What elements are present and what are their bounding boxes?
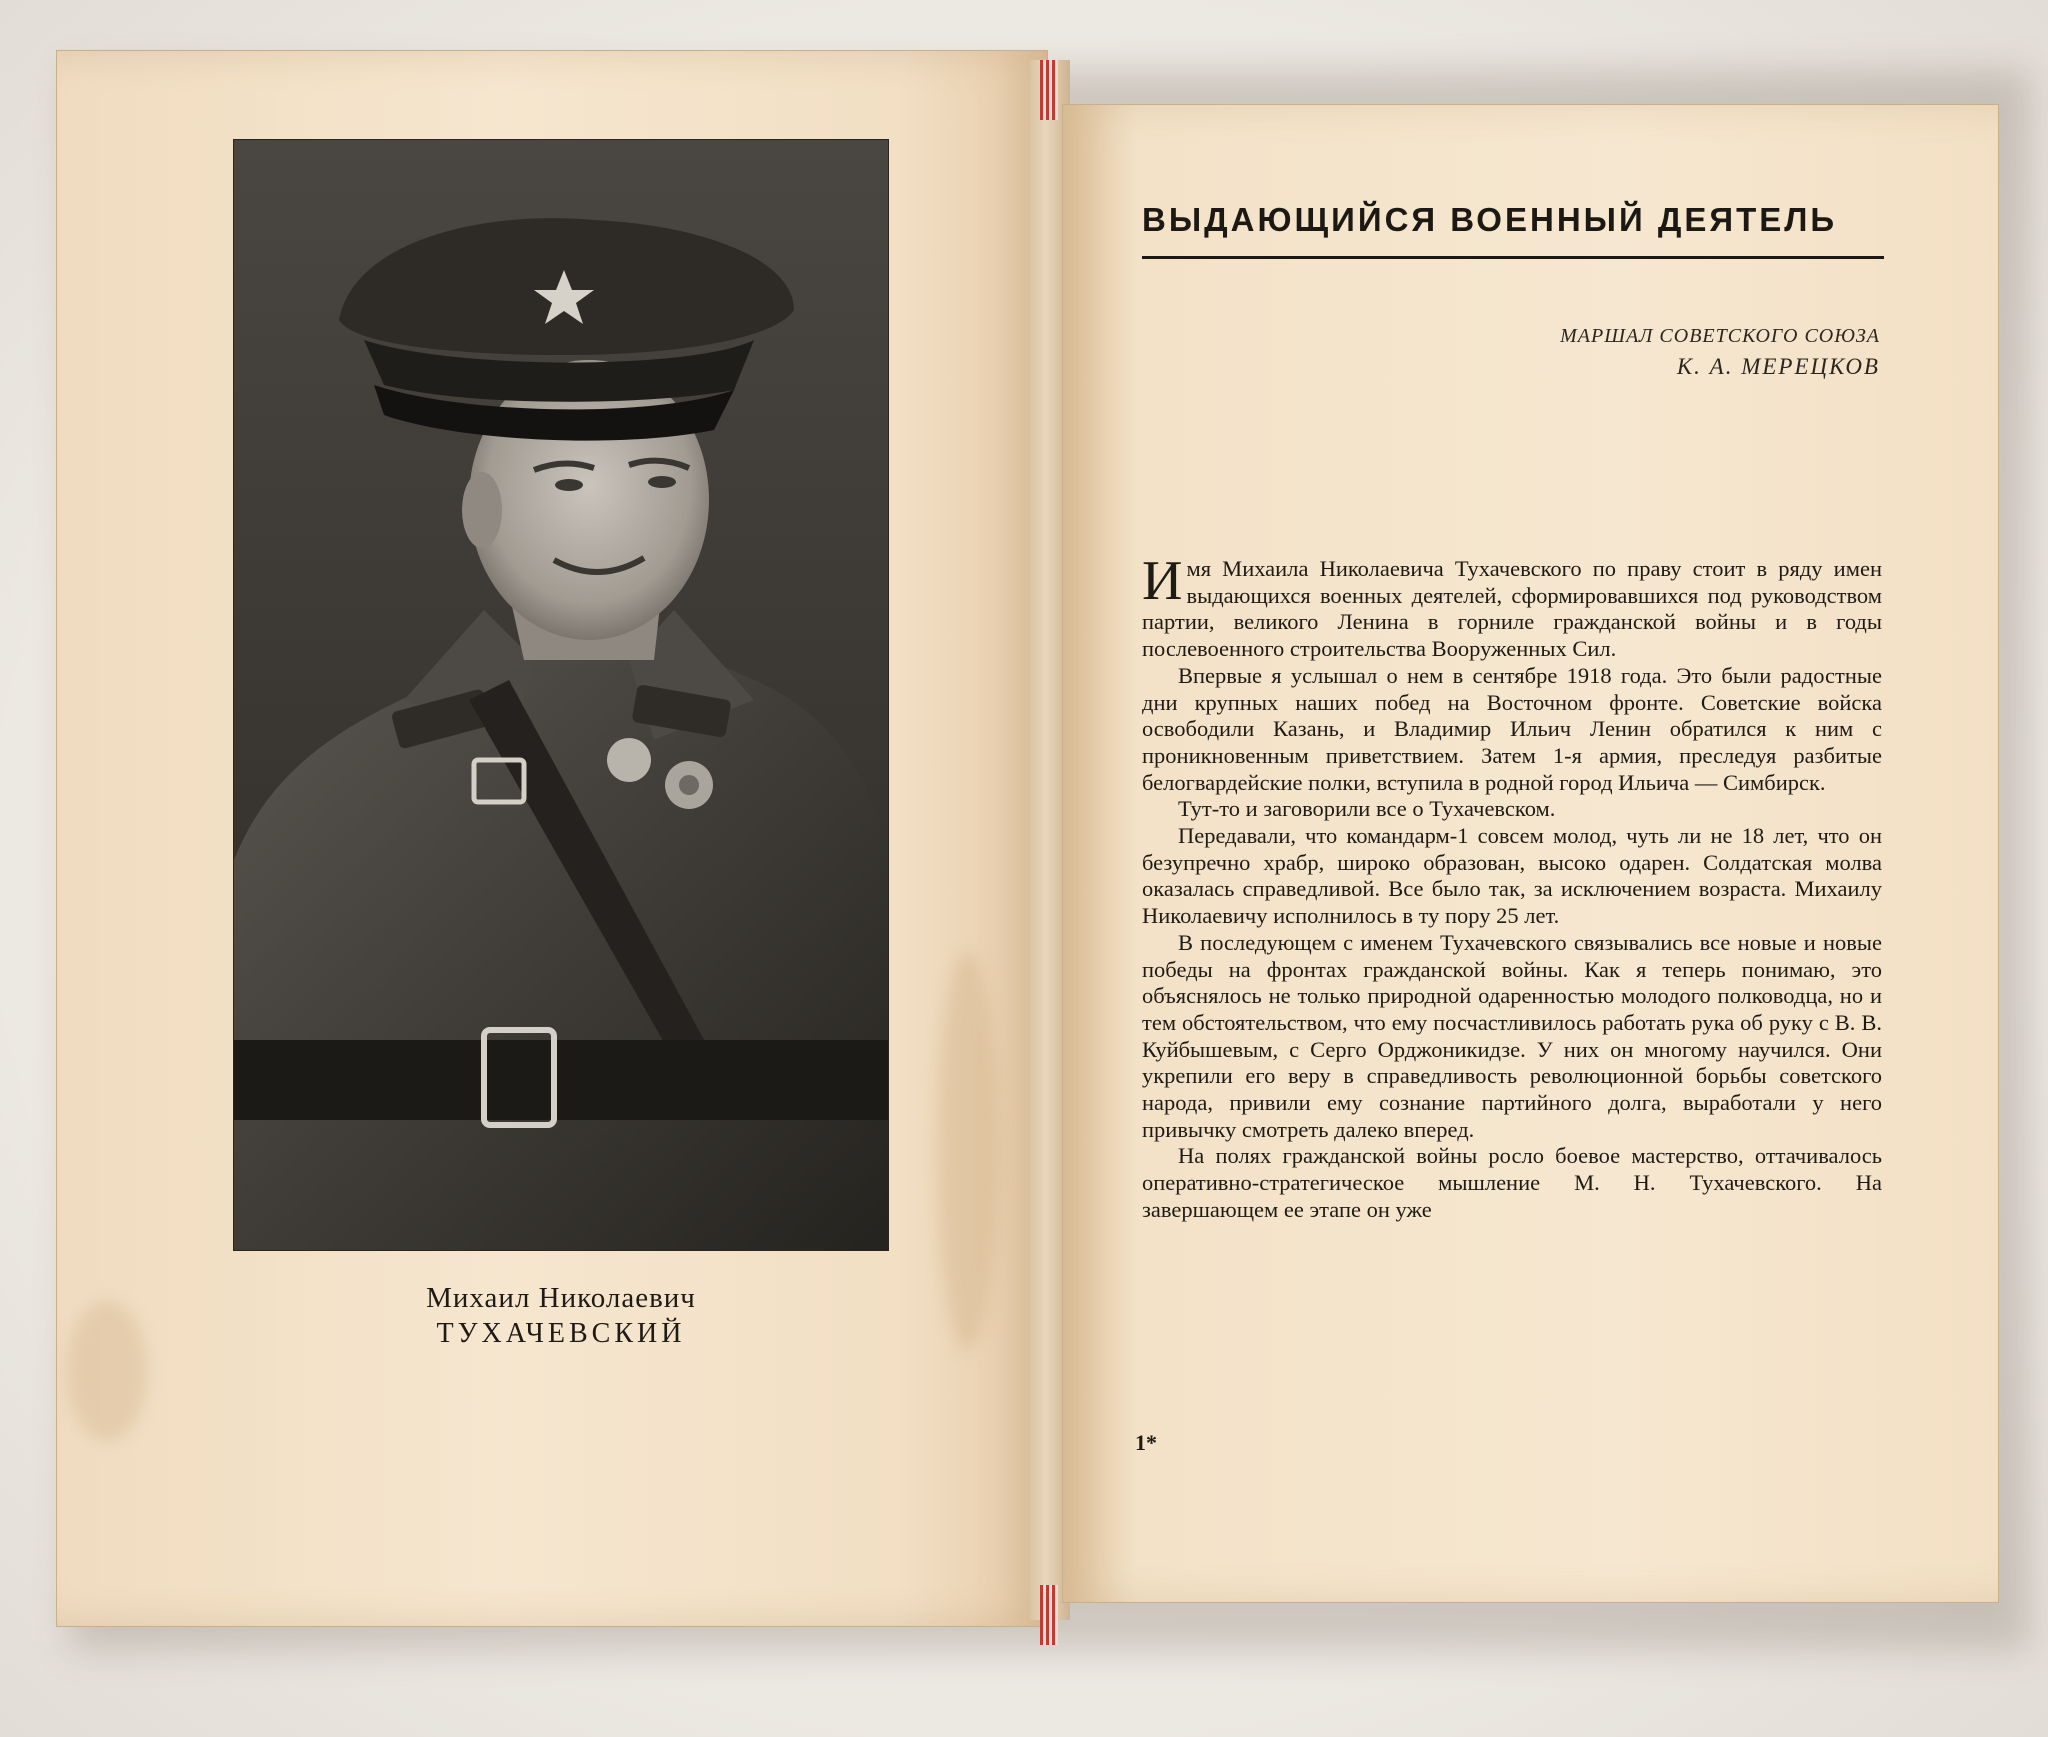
spine-thread-bottom — [1040, 1585, 1058, 1645]
paragraph — [1142, 550, 1882, 663]
paragraph-text: мя Михаила Николаевича Тухачевского по праву стоит в ряду имен выдающихся военных деятелей, сформировавшихся под руководством партии, великого Ленина в горниле гражданской войны и в годы послевоенного строительства Вооруженных Сил. — [1142, 556, 1882, 662]
author-rank: МАРШАЛ СОВЕТСКОГО СОЮЗА — [1560, 325, 1880, 347]
paper-stain — [937, 951, 997, 1351]
page-number: 1* — [1135, 1430, 1157, 1455]
spine-thread-top — [1040, 60, 1058, 120]
paragraph: Впервые я услышал о нем в сентябре 1918 года. Это были радостные дни крупных наших побед на Восточном фронте. Советские войска освободили Казань, и Владимир Ильич Ленин обратился к ним с проникновенным приветствием. Затем 1-я армия, преследуя разбитые белогвардейские полки, вступила в родной город Ильича — Симбирск. — [1142, 662, 1882, 795]
portrait-caption-name: Михаил Николаевич — [426, 1282, 696, 1314]
paragraph: На полях гражданской войны росло боевое мастерство, оттачивалось оперативно-стратегическое мышление М. Н. Тухачевского. На завершающем ее этапе он уже — [1142, 1143, 1882, 1222]
paragraph: Передавали, что командарм-1 совсем молод, чуть ли не 18 лет, что он безупречно храбр, широко образован, высоко одарен. Солдатская молва оказалась справедливой. Все было так, за исключением возраста. Михаилу Николаевичу исполнилось в ту пору 25 лет. — [1142, 823, 1882, 929]
paragraph: Тут-то и заговорили все о Тухачевском. — [1178, 796, 1556, 822]
portrait-caption-surname: ТУХАЧЕВСКИЙ — [436, 1318, 686, 1349]
paragraph: В последующем с именем Тухачевского связывались все новые и новые победы на фронтах гражданской войны. Как я теперь понимаю, это объяснялось не только природной одаренностью молодого полководца, но и тем обстоятельством, что ему посчастливилось работать рука об руку с В. В. Куйбышевым, с Серго Орджоникидзе. У них он многому научился. Они укрепили его веру в справедливость революционной борьбы советского народа, привили ему сознание партийного долга, выработали у него привычку смотреть далеко вперед. — [1142, 929, 1882, 1142]
portrait-photo — [234, 140, 888, 1250]
paper-stain — [67, 1301, 147, 1441]
article-body — [1142, 550, 1882, 1224]
chapter-title: ВЫДАЮЩИЙСЯ ВОЕННЫЙ ДЕЯТЕЛЬ — [1142, 201, 1838, 238]
author-name: К. А. МЕРЕЦКОВ — [1676, 354, 1880, 379]
drop-cap: И — [1142, 550, 1183, 612]
title-underline — [1142, 256, 1884, 259]
portrait-illustration — [234, 140, 888, 1250]
